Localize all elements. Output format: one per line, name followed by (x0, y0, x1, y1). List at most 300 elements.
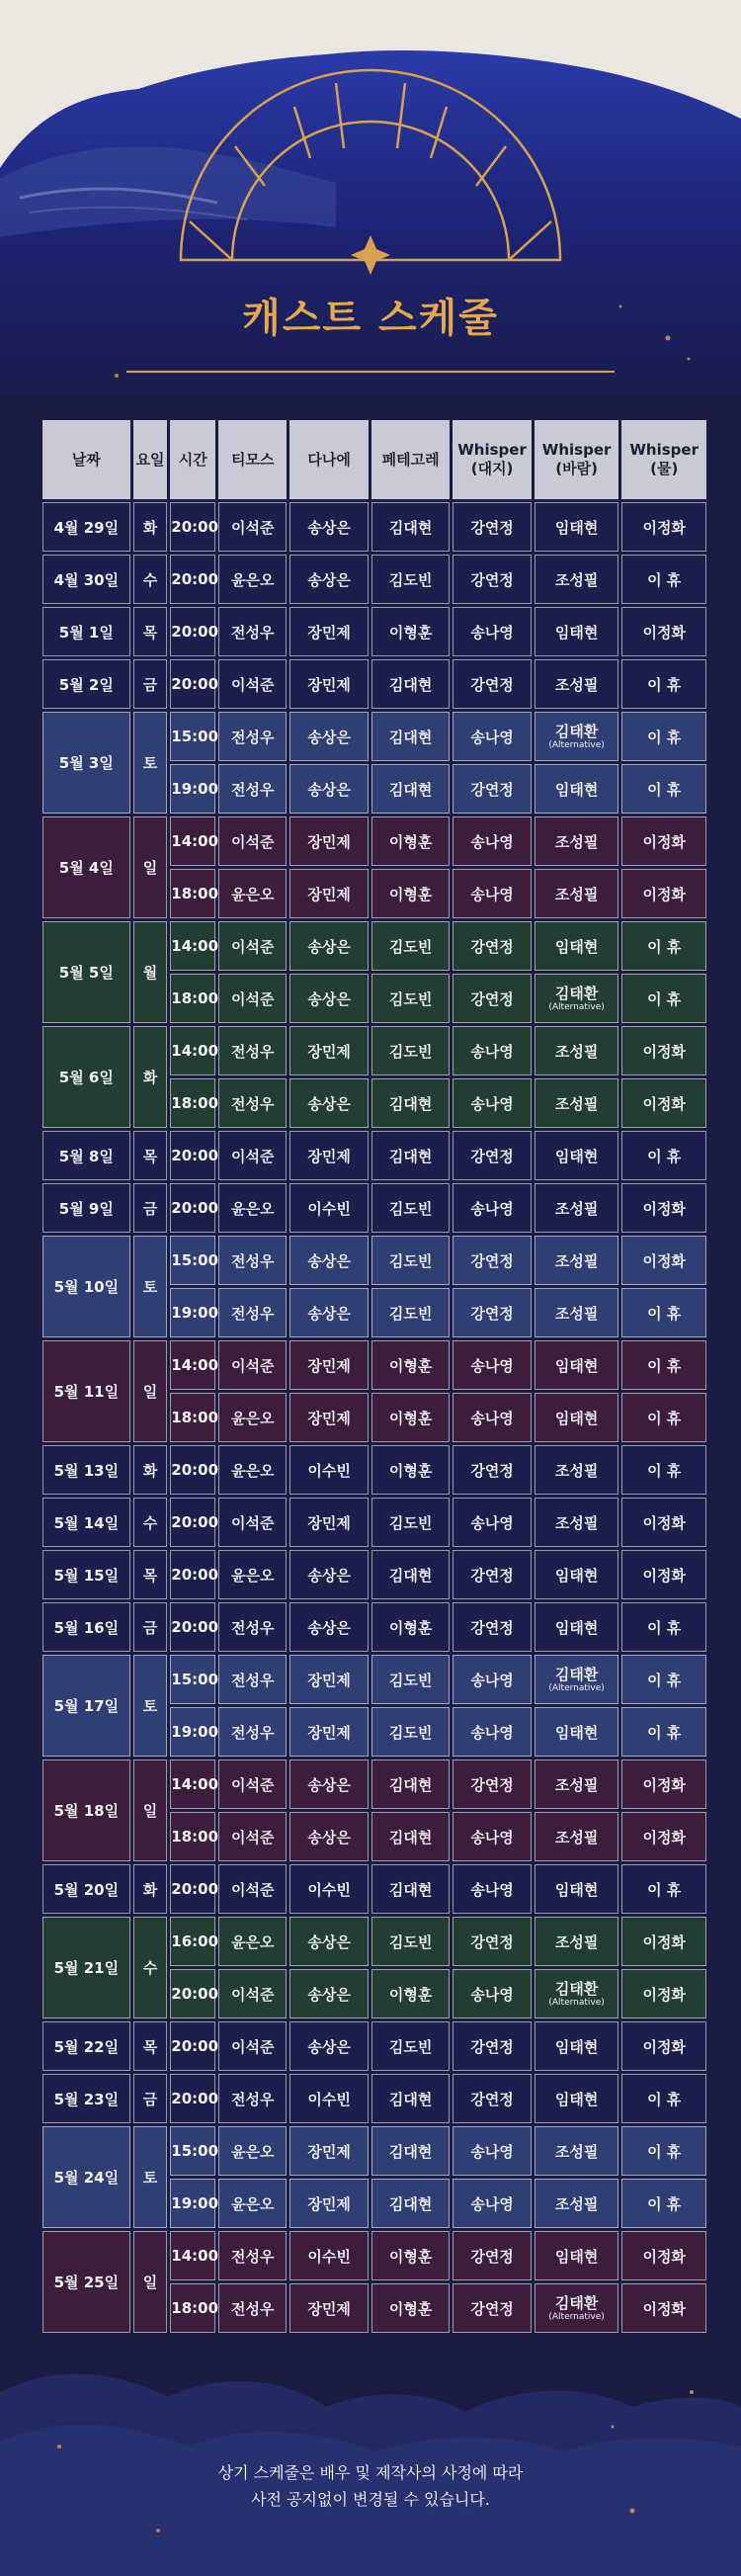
cast-cell-whisper-earth: 강연정 (453, 1236, 531, 1285)
cast-cell-whisper-earth: 강연정 (453, 555, 531, 604)
cast-cell-whisper-wind: 조성필 (535, 1288, 619, 1337)
time-cell: 19:00 (170, 2179, 215, 2228)
cast-cell-timos: 윤은오 (218, 1917, 287, 1966)
cast-cell-whisper-water: 이 휴 (621, 1445, 706, 1495)
cast-cell-whisper-earth: 송나영 (453, 1812, 531, 1861)
notice-line-1: 상기 스케줄은 배우 및 제작사의 사정에 따라 (217, 2463, 524, 2482)
cast-cell-timos: 윤은오 (218, 1550, 287, 1599)
cast-cell-timos: 전성우 (218, 764, 287, 814)
day-cell: 일 (133, 2231, 168, 2333)
day-cell: 화 (133, 1445, 168, 1495)
cast-cell-danae: 장민제 (289, 1131, 368, 1180)
table-row (42, 2021, 706, 2071)
day-cell: 수 (133, 1917, 168, 2018)
cast-cell-whisper-water: 이정화 (621, 502, 706, 552)
table-row (42, 555, 706, 604)
cast-cell-whisper-water: 이정화 (621, 2021, 706, 2071)
table-row (42, 2074, 706, 2123)
cast-cell-danae: 장민제 (289, 2283, 368, 2333)
cast-cell-danae: 장민제 (289, 1340, 368, 1390)
cast-cell-danae: 송상은 (289, 555, 368, 604)
cast-name: 김태환 (554, 984, 599, 1002)
cast-cell-whisper-wind (535, 2283, 619, 2333)
cast-cell-whisper-earth: 강연정 (453, 1602, 531, 1652)
cast-cell-danae: 송상은 (289, 1969, 368, 2018)
cast-cell-whisper-water: 이 휴 (621, 2126, 706, 2176)
cast-cell-timos: 이석준 (218, 816, 287, 866)
date-cell: 5월 24일 (42, 2126, 130, 2228)
cast-cell-whisper-wind: 임태현 (535, 607, 619, 656)
cast-cell-whisper-wind: 임태현 (535, 1550, 619, 1599)
cast-cell-whisper-earth: 강연정 (453, 974, 531, 1023)
cast-cell-whisper-water: 이 휴 (621, 764, 706, 814)
cast-cell-timos: 윤은오 (218, 1393, 287, 1442)
cast-cell-danae: 장민제 (289, 2126, 368, 2176)
date-cell: 5월 3일 (42, 712, 130, 814)
cast-cell-timos: 이석준 (218, 2021, 287, 2071)
cast-cell-danae: 이수빈 (289, 2074, 368, 2123)
date-cell: 5월 13일 (42, 1445, 130, 1495)
table-row (42, 502, 706, 552)
cast-cell-whisper-water: 이정화 (621, 1078, 706, 1128)
cast-cell-timos: 전성우 (218, 2231, 287, 2280)
cast-cell-timos: 이석준 (218, 1131, 287, 1180)
cast-cell-whisper-earth: 송나영 (453, 1969, 531, 2018)
cast-cell-petegore: 이형훈 (371, 869, 450, 918)
cast-cell-whisper-earth: 강연정 (453, 2283, 531, 2333)
cast-cell-whisper-earth: 송나영 (453, 1393, 531, 1442)
time-cell: 20:00 (170, 1969, 215, 2018)
header-day: 요일 (133, 420, 168, 499)
cast-cell-timos: 윤은오 (218, 2126, 287, 2176)
header-date: 날짜 (42, 420, 130, 499)
cast-cell-whisper-water: 이정화 (621, 816, 706, 866)
cast-cell-whisper-water: 이 휴 (621, 659, 706, 709)
header-whisper-earth: Whisper (대지) (453, 420, 531, 499)
cast-cell-whisper-wind: 조성필 (535, 816, 619, 866)
cast-name: 김태환 (554, 2293, 599, 2312)
day-cell: 일 (133, 816, 168, 918)
cast-cell-whisper-wind: 조성필 (535, 1078, 619, 1128)
cast-cell-whisper-water: 이정화 (621, 1812, 706, 1861)
cast-cell-whisper-earth: 강연정 (453, 1917, 531, 1966)
cast-cell-whisper-wind: 임태현 (535, 1864, 619, 1914)
time-cell: 20:00 (170, 502, 215, 552)
cast-cell-timos: 전성우 (218, 1655, 287, 1704)
cast-cell-whisper-earth: 송나영 (453, 1864, 531, 1914)
day-cell: 목 (133, 1131, 168, 1180)
time-cell: 20:00 (170, 555, 215, 604)
cast-cell-petegore: 김도빈 (371, 1707, 450, 1757)
date-cell: 5월 6일 (42, 1026, 130, 1128)
cast-cell-danae: 장민제 (289, 816, 368, 866)
cast-cell-whisper-water: 이 휴 (621, 1864, 706, 1914)
cast-cell-danae: 장민제 (289, 869, 368, 918)
time-cell: 14:00 (170, 921, 215, 971)
cast-cell-danae: 장민제 (289, 2179, 368, 2228)
time-cell: 18:00 (170, 1078, 215, 1128)
cast-cell-whisper-earth: 강연정 (453, 764, 531, 814)
cast-cell-whisper-water: 이 휴 (621, 974, 706, 1023)
cast-cell-whisper-earth: 송나영 (453, 607, 531, 656)
time-cell: 20:00 (170, 1131, 215, 1180)
cast-cell-whisper-water: 이정화 (621, 1917, 706, 1966)
day-cell: 월 (133, 921, 168, 1023)
time-cell: 20:00 (170, 1602, 215, 1652)
cast-cell-whisper-earth: 강연정 (453, 1550, 531, 1599)
cast-cell-whisper-earth: 송나영 (453, 1183, 531, 1233)
cast-cell-petegore: 김도빈 (371, 555, 450, 604)
alternative-label: (Alternative) (548, 1682, 605, 1693)
cast-cell-danae: 송상은 (289, 921, 368, 971)
date-cell: 5월 17일 (42, 1655, 130, 1757)
day-cell: 목 (133, 1550, 168, 1599)
cast-cell-timos: 이석준 (218, 1864, 287, 1914)
cast-schedule-table (40, 417, 709, 2336)
table-row (42, 1550, 706, 1599)
cast-cell-whisper-wind: 조성필 (535, 1026, 619, 1075)
time-cell: 14:00 (170, 1760, 215, 1809)
header-whisper-water: Whisper (물) (621, 420, 706, 499)
cast-cell-whisper-wind: 조성필 (535, 1183, 619, 1233)
cast-cell-danae: 장민제 (289, 1498, 368, 1547)
cast-cell-petegore: 김대현 (371, 1550, 450, 1599)
cast-cell-whisper-earth: 강연정 (453, 921, 531, 971)
cast-cell-whisper-water: 이정화 (621, 607, 706, 656)
cast-cell-whisper-earth: 강연정 (453, 1760, 531, 1809)
cast-cell-whisper-earth: 송나영 (453, 1655, 531, 1704)
time-cell: 19:00 (170, 1288, 215, 1337)
cast-cell-whisper-wind: 조성필 (535, 1917, 619, 1966)
table-row (42, 921, 706, 971)
cast-cell-whisper-earth: 강연정 (453, 2021, 531, 2071)
alternative-label: (Alternative) (548, 739, 605, 750)
time-cell: 20:00 (170, 1498, 215, 1547)
cast-cell-whisper-water: 이정화 (621, 1550, 706, 1599)
cast-cell-danae: 송상은 (289, 2021, 368, 2071)
cast-cell-whisper-wind: 조성필 (535, 869, 619, 918)
cast-cell-whisper-water: 이정화 (621, 1236, 706, 1285)
time-cell: 15:00 (170, 1655, 215, 1704)
table-row (42, 1864, 706, 1914)
cast-cell-petegore: 김도빈 (371, 1236, 450, 1285)
cast-cell-whisper-wind: 조성필 (535, 1760, 619, 1809)
header-danae: 다나에 (289, 420, 368, 499)
cast-cell-danae: 송상은 (289, 1288, 368, 1337)
cast-cell-timos: 전성우 (218, 1026, 287, 1075)
day-cell: 수 (133, 555, 168, 604)
cast-cell-timos: 이석준 (218, 1812, 287, 1861)
date-cell: 4월 29일 (42, 502, 130, 552)
cast-cell-timos: 이석준 (218, 502, 287, 552)
cast-cell-petegore: 김대현 (371, 1864, 450, 1914)
cast-cell-whisper-wind: 조성필 (535, 1812, 619, 1861)
cast-cell-whisper-water: 이정화 (621, 2283, 706, 2333)
table-row (42, 1183, 706, 1233)
table-row (42, 1445, 706, 1495)
cast-cell-danae: 송상은 (289, 1760, 368, 1809)
day-cell: 토 (133, 712, 168, 814)
day-cell: 토 (133, 1236, 168, 1337)
cast-cell-danae: 송상은 (289, 1602, 368, 1652)
cast-cell-whisper-wind (535, 1969, 619, 2018)
cast-cell-petegore: 김도빈 (371, 1917, 450, 1966)
cast-cell-danae: 송상은 (289, 764, 368, 814)
cast-cell-petegore: 김도빈 (371, 921, 450, 971)
cast-cell-whisper-water: 이정화 (621, 1183, 706, 1233)
alternative-label: (Alternative) (548, 2311, 605, 2322)
page-title: 캐스트 스케줄 (242, 296, 499, 341)
time-cell: 19:00 (170, 1707, 215, 1757)
date-cell: 5월 25일 (42, 2231, 130, 2333)
cast-cell-whisper-earth: 송나영 (453, 1078, 531, 1128)
time-cell: 14:00 (170, 2231, 215, 2280)
alternative-label: (Alternative) (548, 1997, 605, 2008)
cast-cell-danae: 송상은 (289, 1236, 368, 1285)
cast-cell-whisper-wind: 임태현 (535, 921, 619, 971)
cast-cell-whisper-wind: 임태현 (535, 2074, 619, 2123)
cast-cell-whisper-water: 이 휴 (621, 2179, 706, 2228)
day-cell: 금 (133, 1602, 168, 1652)
cast-cell-petegore: 이형훈 (371, 1393, 450, 1442)
date-cell: 5월 11일 (42, 1340, 130, 1442)
table-row (42, 1917, 706, 1966)
cast-cell-timos: 윤은오 (218, 2179, 287, 2228)
time-cell: 20:00 (170, 1550, 215, 1599)
date-cell: 5월 14일 (42, 1498, 130, 1547)
cast-cell-whisper-water: 이정화 (621, 1969, 706, 2018)
cast-cell-petegore: 김도빈 (371, 2021, 450, 2071)
time-cell: 18:00 (170, 974, 215, 1023)
cast-cell-timos: 전성우 (218, 1707, 287, 1757)
cast-cell-whisper-water: 이정화 (621, 1760, 706, 1809)
day-cell: 토 (133, 1655, 168, 1757)
date-cell: 5월 2일 (42, 659, 130, 709)
cast-cell-petegore: 김도빈 (371, 1655, 450, 1704)
day-cell: 금 (133, 2074, 168, 2123)
date-cell: 5월 21일 (42, 1917, 130, 2018)
cast-name: 김태환 (554, 1665, 599, 1683)
cast-cell-timos: 윤은오 (218, 1445, 287, 1495)
cast-cell-timos: 전성우 (218, 607, 287, 656)
table-row (42, 1026, 706, 1075)
table-row (42, 607, 706, 656)
cast-cell-petegore: 김대현 (371, 659, 450, 709)
cast-cell-whisper-wind: 임태현 (535, 2021, 619, 2071)
cast-cell-danae: 이수빈 (289, 1445, 368, 1495)
cast-cell-petegore: 이형훈 (371, 1602, 450, 1652)
cast-cell-timos: 전성우 (218, 1236, 287, 1285)
notice-line-2: 사전 공지없이 변경될 수 있습니다. (251, 2490, 490, 2509)
notice-text (0, 2459, 741, 2513)
day-cell: 일 (133, 1760, 168, 1861)
cast-cell-whisper-water: 이 휴 (621, 1602, 706, 1652)
cast-cell-whisper-water: 이정화 (621, 869, 706, 918)
cast-cell-danae: 송상은 (289, 974, 368, 1023)
date-cell: 5월 22일 (42, 2021, 130, 2071)
cast-cell-timos: 이석준 (218, 1340, 287, 1390)
cast-cell-timos: 전성우 (218, 1078, 287, 1128)
title-divider (126, 371, 615, 373)
cast-cell-whisper-earth: 송나영 (453, 1026, 531, 1075)
time-cell: 14:00 (170, 1340, 215, 1390)
cast-cell-whisper-earth: 송나영 (453, 1340, 531, 1390)
cast-cell-timos: 전성우 (218, 1288, 287, 1337)
day-cell: 토 (133, 2126, 168, 2228)
cast-cell-timos: 윤은오 (218, 555, 287, 604)
cast-cell-danae: 이수빈 (289, 2231, 368, 2280)
day-cell: 금 (133, 1183, 168, 1233)
time-cell: 18:00 (170, 1393, 215, 1442)
day-cell: 목 (133, 607, 168, 656)
time-cell: 20:00 (170, 2021, 215, 2071)
cast-cell-whisper-wind: 임태현 (535, 502, 619, 552)
cast-cell-danae: 이수빈 (289, 1183, 368, 1233)
table-row (42, 1340, 706, 1390)
cast-cell-petegore: 김대현 (371, 764, 450, 814)
cast-cell-whisper-wind: 조성필 (535, 1445, 619, 1495)
cast-cell-petegore: 김대현 (371, 1812, 450, 1861)
time-cell: 15:00 (170, 712, 215, 761)
cast-cell-danae: 장민제 (289, 1026, 368, 1075)
cast-name: 김태환 (554, 722, 599, 740)
cast-cell-timos: 이석준 (218, 1760, 287, 1809)
cast-cell-petegore: 이형훈 (371, 2283, 450, 2333)
cast-cell-whisper-water: 이정화 (621, 1026, 706, 1075)
time-cell: 20:00 (170, 1445, 215, 1495)
cast-cell-whisper-wind (535, 1655, 619, 1704)
table-row (42, 1236, 706, 1285)
cast-cell-whisper-water: 이정화 (621, 2231, 706, 2280)
cast-cell-timos: 전성우 (218, 712, 287, 761)
cast-cell-danae: 이수빈 (289, 1864, 368, 1914)
cast-name: 김태환 (554, 1979, 599, 1998)
cast-cell-whisper-water: 이 휴 (621, 555, 706, 604)
cast-cell-petegore: 이형훈 (371, 1445, 450, 1495)
date-cell: 5월 18일 (42, 1760, 130, 1861)
cast-cell-danae: 송상은 (289, 502, 368, 552)
date-cell: 5월 1일 (42, 607, 130, 656)
cast-cell-timos: 윤은오 (218, 1183, 287, 1233)
cast-cell-timos: 전성우 (218, 2074, 287, 2123)
cast-cell-whisper-earth: 송나영 (453, 712, 531, 761)
date-cell: 5월 16일 (42, 1602, 130, 1652)
cast-cell-timos: 이석준 (218, 1969, 287, 2018)
cast-cell-whisper-wind: 조성필 (535, 2179, 619, 2228)
cast-cell-whisper-earth: 송나영 (453, 1707, 531, 1757)
cast-cell-danae: 송상은 (289, 1078, 368, 1128)
time-cell: 16:00 (170, 1917, 215, 1966)
cast-cell-whisper-wind: 임태현 (535, 1131, 619, 1180)
cast-cell-danae: 송상은 (289, 712, 368, 761)
table-row (42, 1760, 706, 1809)
time-cell: 18:00 (170, 2283, 215, 2333)
cast-cell-whisper-earth: 강연정 (453, 1445, 531, 1495)
cast-cell-petegore: 김대현 (371, 1131, 450, 1180)
cast-cell-petegore: 이형훈 (371, 607, 450, 656)
cast-cell-whisper-water: 이 휴 (621, 1288, 706, 1337)
cast-cell-whisper-wind (535, 974, 619, 1023)
day-cell: 수 (133, 1498, 168, 1547)
cast-cell-whisper-water: 이 휴 (621, 921, 706, 971)
cast-cell-whisper-earth: 강연정 (453, 659, 531, 709)
day-cell: 화 (133, 1026, 168, 1128)
table-row (42, 712, 706, 761)
table-row (42, 1131, 706, 1180)
cast-cell-danae: 장민제 (289, 1393, 368, 1442)
cast-cell-petegore: 이형훈 (371, 1969, 450, 2018)
cast-cell-whisper-wind: 임태현 (535, 1393, 619, 1442)
cast-cell-petegore: 김대현 (371, 712, 450, 761)
table-row (42, 1655, 706, 1704)
cast-cell-danae: 송상은 (289, 1550, 368, 1599)
cast-cell-whisper-wind (535, 712, 619, 761)
cast-cell-petegore: 김대현 (371, 2074, 450, 2123)
cast-cell-petegore: 김도빈 (371, 1498, 450, 1547)
header-whisper-wind: Whisper (바람) (535, 420, 619, 499)
table-row (42, 1498, 706, 1547)
header-time: 시간 (170, 420, 215, 499)
cast-cell-whisper-water: 이 휴 (621, 1655, 706, 1704)
date-cell: 5월 8일 (42, 1131, 130, 1180)
cast-cell-danae: 송상은 (289, 1917, 368, 1966)
cast-cell-petegore: 김도빈 (371, 1183, 450, 1233)
cast-cell-whisper-water: 이 휴 (621, 1707, 706, 1757)
header-petegore: 페테고레 (371, 420, 450, 499)
table-row (42, 2126, 706, 2176)
cast-cell-danae: 장민제 (289, 607, 368, 656)
cast-cell-whisper-wind: 조성필 (535, 2126, 619, 2176)
cast-cell-whisper-wind: 임태현 (535, 1340, 619, 1390)
cast-cell-danae: 장민제 (289, 1655, 368, 1704)
cast-cell-whisper-earth: 송나영 (453, 816, 531, 866)
alternative-label: (Alternative) (548, 1001, 605, 1012)
day-cell: 일 (133, 1340, 168, 1442)
cast-cell-petegore: 김대현 (371, 2179, 450, 2228)
cast-cell-whisper-water: 이 휴 (621, 1131, 706, 1180)
table-row (42, 1602, 706, 1652)
cast-cell-danae: 송상은 (289, 1812, 368, 1861)
header-timos: 티모스 (218, 420, 287, 499)
cast-cell-whisper-wind: 임태현 (535, 2231, 619, 2280)
day-cell: 금 (133, 659, 168, 709)
cast-cell-whisper-water: 이 휴 (621, 1340, 706, 1390)
cast-cell-whisper-earth: 송나영 (453, 2179, 531, 2228)
cast-cell-whisper-earth: 강연정 (453, 1131, 531, 1180)
cast-cell-petegore: 김도빈 (371, 974, 450, 1023)
cast-cell-whisper-wind: 임태현 (535, 764, 619, 814)
schedule-body (42, 502, 706, 2333)
time-cell: 15:00 (170, 2126, 215, 2176)
cast-cell-timos: 전성우 (218, 2283, 287, 2333)
time-cell: 14:00 (170, 1026, 215, 1075)
day-cell: 화 (133, 502, 168, 552)
cast-cell-danae: 장민제 (289, 659, 368, 709)
cast-cell-petegore: 김대현 (371, 1760, 450, 1809)
cast-cell-timos: 이석준 (218, 659, 287, 709)
time-cell: 20:00 (170, 1864, 215, 1914)
cast-cell-whisper-wind: 임태현 (535, 1707, 619, 1757)
date-cell: 5월 23일 (42, 2074, 130, 2123)
cast-cell-timos: 이석준 (218, 921, 287, 971)
cast-cell-whisper-earth: 송나영 (453, 2126, 531, 2176)
cast-cell-whisper-earth: 강연정 (453, 502, 531, 552)
date-cell: 5월 4일 (42, 816, 130, 918)
date-cell: 4월 30일 (42, 555, 130, 604)
cast-cell-timos: 이석준 (218, 974, 287, 1023)
cast-cell-danae: 장민제 (289, 1707, 368, 1757)
date-cell: 5월 5일 (42, 921, 130, 1023)
